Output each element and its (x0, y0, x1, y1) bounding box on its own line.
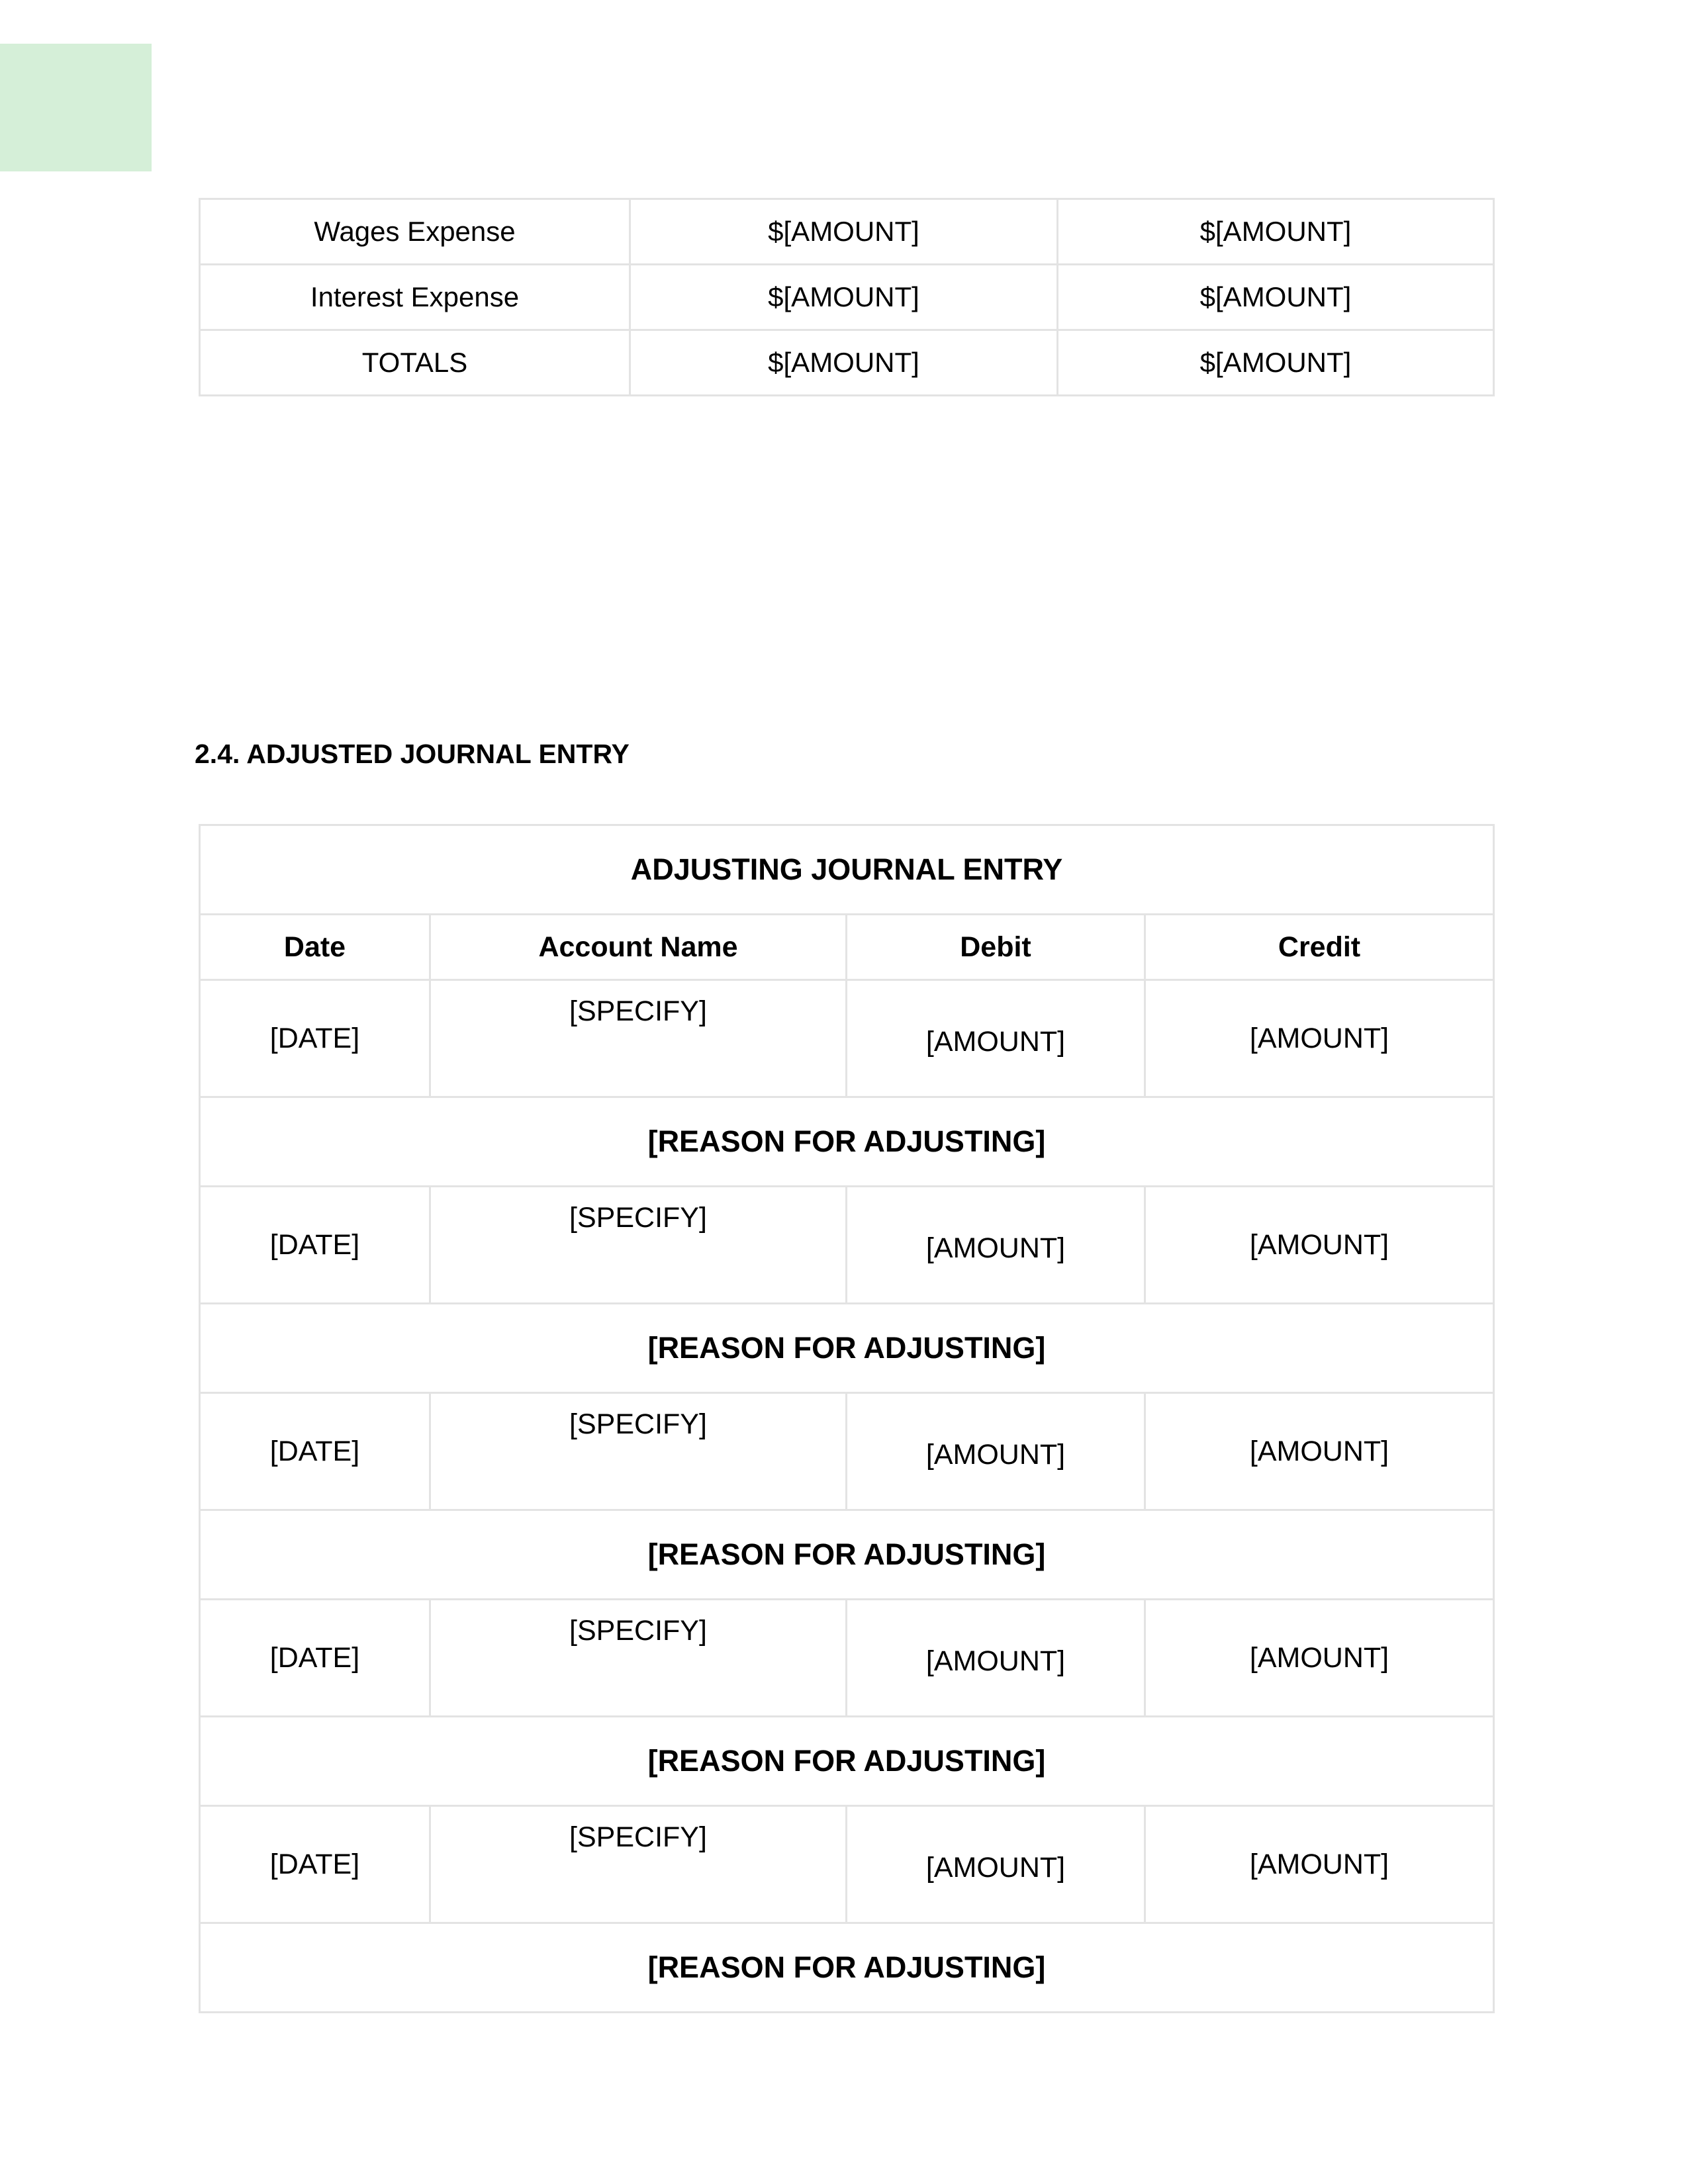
account-name-cell: [SPECIFY] (430, 1187, 847, 1304)
date-cell: [DATE] (200, 980, 430, 1097)
section-heading: 2.4. ADJUSTED JOURNAL ENTRY (195, 739, 630, 769)
table-title: ADJUSTING JOURNAL ENTRY (200, 825, 1494, 915)
debit-cell: $[AMOUNT] (630, 199, 1058, 265)
table-row (200, 330, 1494, 396)
corner-accent-block (0, 44, 152, 171)
debit-cell: [AMOUNT] (847, 1600, 1145, 1717)
reason-row (200, 1923, 1494, 2013)
table-row (200, 1600, 1494, 1717)
account-name-cell: [SPECIFY] (430, 1806, 847, 1923)
table-header-row (200, 915, 1494, 980)
trial-balance-table (199, 198, 1495, 396)
column-header-debit: Debit (847, 915, 1145, 980)
reason-row (200, 1717, 1494, 1806)
date-cell: [DATE] (200, 1393, 430, 1510)
credit-cell: [AMOUNT] (1145, 980, 1494, 1097)
table-row (200, 265, 1494, 330)
reason-cell: [REASON FOR ADJUSTING] (200, 1923, 1494, 2013)
credit-cell: $[AMOUNT] (1058, 330, 1494, 396)
account-name-cell: [SPECIFY] (430, 1393, 847, 1510)
debit-cell: [AMOUNT] (847, 980, 1145, 1097)
debit-cell: [AMOUNT] (847, 1806, 1145, 1923)
reason-cell: [REASON FOR ADJUSTING] (200, 1717, 1494, 1806)
account-name-cell: [SPECIFY] (430, 980, 847, 1097)
table-row (200, 1393, 1494, 1510)
adjusting-journal-table (199, 824, 1495, 2013)
table-row (200, 980, 1494, 1097)
debit-cell: [AMOUNT] (847, 1187, 1145, 1304)
reason-row (200, 1097, 1494, 1187)
debit-cell: $[AMOUNT] (630, 265, 1058, 330)
account-cell: Interest Expense (200, 265, 630, 330)
reason-row (200, 1304, 1494, 1393)
credit-cell: [AMOUNT] (1145, 1187, 1494, 1304)
debit-cell: $[AMOUNT] (630, 330, 1058, 396)
date-cell: [DATE] (200, 1600, 430, 1717)
reason-cell: [REASON FOR ADJUSTING] (200, 1510, 1494, 1600)
reason-cell: [REASON FOR ADJUSTING] (200, 1304, 1494, 1393)
column-header-date: Date (200, 915, 430, 980)
credit-cell: [AMOUNT] (1145, 1393, 1494, 1510)
reason-cell: [REASON FOR ADJUSTING] (200, 1097, 1494, 1187)
table-row (200, 199, 1494, 265)
table-row (200, 1806, 1494, 1923)
credit-cell: [AMOUNT] (1145, 1806, 1494, 1923)
credit-cell: [AMOUNT] (1145, 1600, 1494, 1717)
date-cell: [DATE] (200, 1806, 430, 1923)
credit-cell: $[AMOUNT] (1058, 199, 1494, 265)
date-cell: [DATE] (200, 1187, 430, 1304)
account-cell: TOTALS (200, 330, 630, 396)
reason-row (200, 1510, 1494, 1600)
debit-cell: [AMOUNT] (847, 1393, 1145, 1510)
credit-cell: $[AMOUNT] (1058, 265, 1494, 330)
column-header-account-name: Account Name (430, 915, 847, 980)
table-row (200, 1187, 1494, 1304)
account-cell: Wages Expense (200, 199, 630, 265)
account-name-cell: [SPECIFY] (430, 1600, 847, 1717)
table-title-row (200, 825, 1494, 915)
column-header-credit: Credit (1145, 915, 1494, 980)
